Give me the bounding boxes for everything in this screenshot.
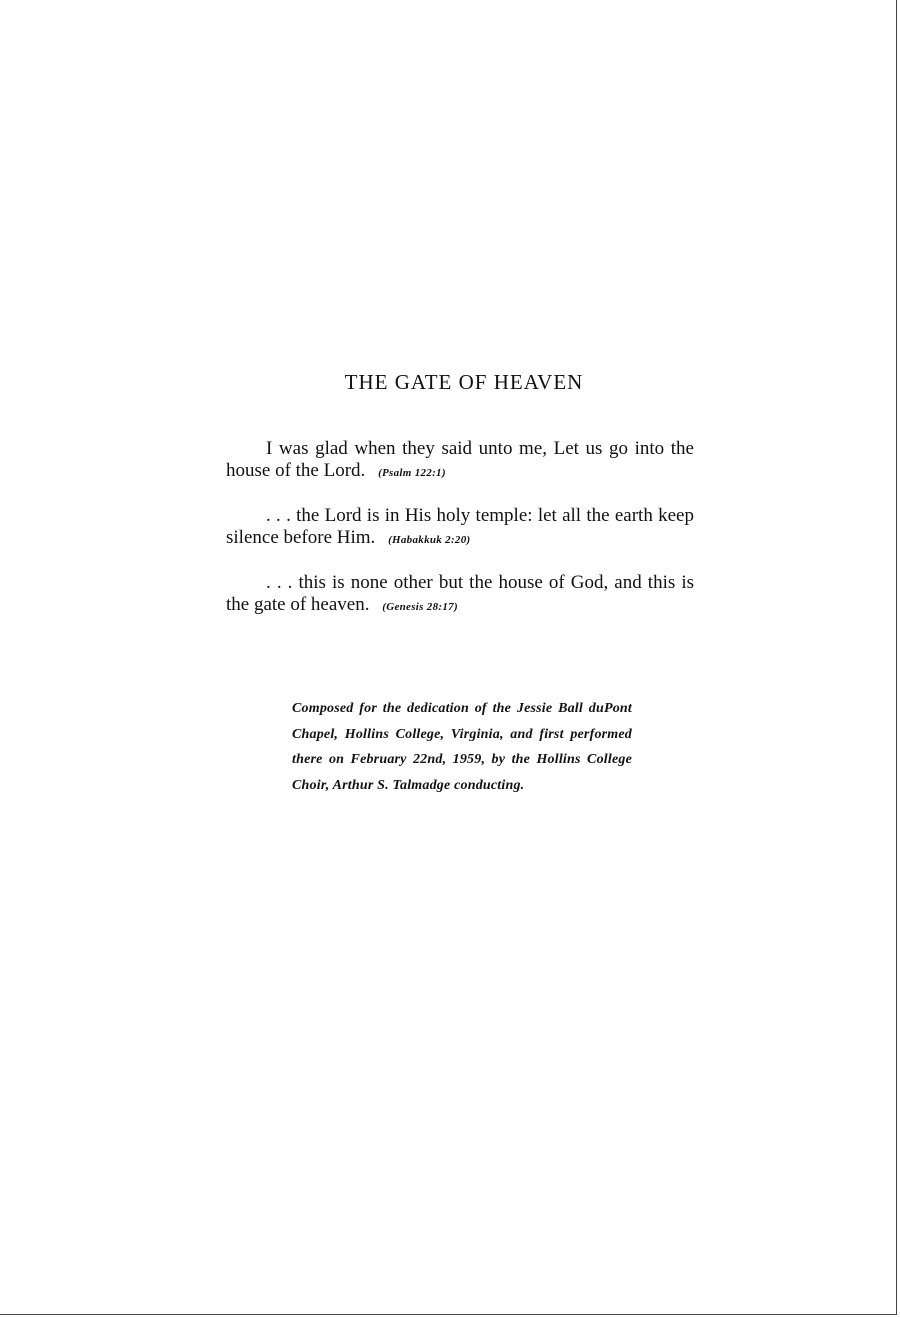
verse-psalm — [226, 438, 694, 484]
verse-text: I was glad when they said unto me, Let us go into the house of the Lord. — [226, 438, 694, 481]
verse-text: . . . this is none other but the house of God, and this is the gate of heaven. — [226, 572, 694, 615]
verse-reference: (Habakkuk 2:20) — [388, 534, 471, 546]
verse-genesis — [226, 572, 694, 618]
scripture-verses — [226, 438, 694, 639]
verse-habakkuk — [226, 505, 694, 551]
verse-reference: (Genesis 28:17) — [382, 601, 458, 613]
page-title: THE GATE OF HEAVEN — [344, 370, 584, 394]
verse-reference: (Psalm 122:1) — [378, 467, 446, 479]
verse-text: . . . the Lord is in His holy temple: let all the earth keep silence before Him. — [226, 505, 694, 548]
dedication-note: Composed for the dedication of the Jessie Ball duPont Chapel, Hollins College, Virginia, and first performed there on February 22nd, 1959, by the Hollins College Choir, Arthur S. Talmadge conducting. — [292, 701, 632, 793]
